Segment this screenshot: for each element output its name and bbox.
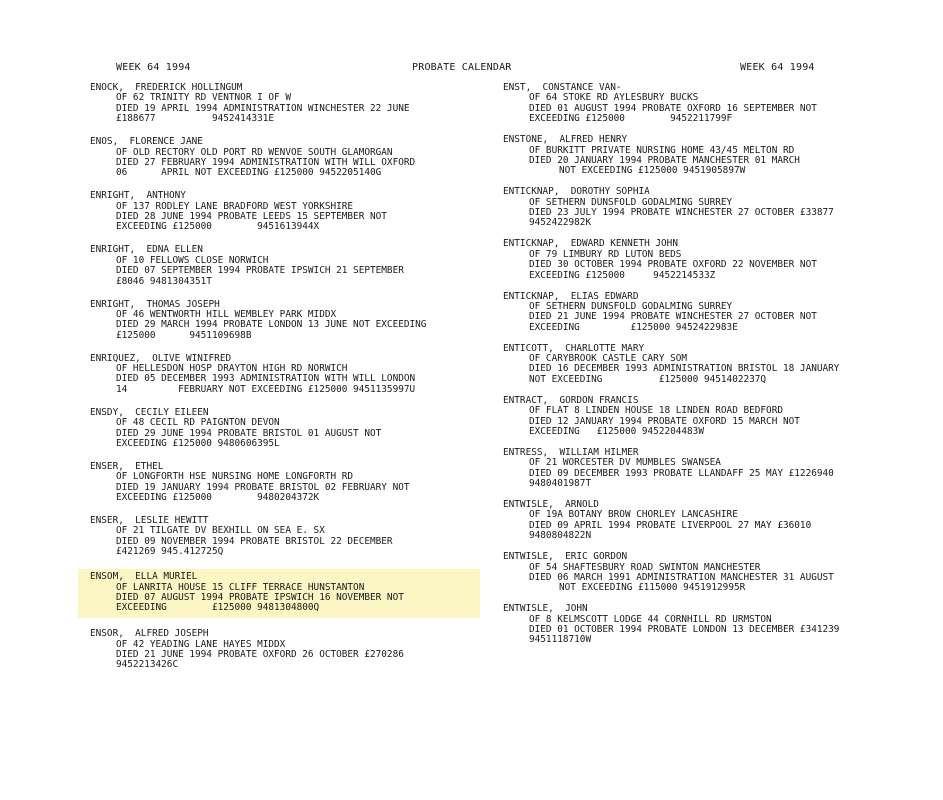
entry-name: ENTICKNAP, EDWARD KENNETH JOHN: [503, 238, 678, 250]
entry-name: ENTWISLE, JOHN: [503, 603, 588, 615]
entry-line: DIED 12 JANUARY 1994 PROBATE OXFORD 15 MARCH NOT: [529, 415, 800, 427]
entry-line: 9480401987T: [529, 478, 592, 490]
entry-line: OF OLD RECTORY OLD PORT RD WENVOE SOUTH GLAMORGAN: [116, 146, 393, 158]
entry-line: OF 64 STOKE RD AYLESBURY BUCKS: [529, 92, 699, 104]
entry-line: 9452422982K: [529, 217, 592, 229]
calendar-entry: [503, 134, 883, 178]
calendar-entry: [503, 82, 883, 126]
entry-line: OF 42 YEADING LANE HAYES MIDDX: [116, 638, 286, 650]
entry-line: OF 21 TILGATE DV BEXHILL ON SEA E. SX: [116, 525, 325, 537]
entry-line: DIED 07 SEPTEMBER 1994 PROBATE IPSWICH 21 SEPTEMBER: [116, 265, 404, 277]
entry-line: OF SETHERN DUNSFOLD GODALMING SURREY: [529, 300, 733, 312]
entry-line: DIED 30 OCTOBER 1994 PROBATE OXFORD 22 NOVEMBER NOT: [529, 259, 817, 271]
entry-line: 14 FEBRUARY NOT EXCEEDING £125000 9451135997U: [116, 383, 416, 395]
entry-line: DIED 07 AUGUST 1994 PROBATE IPSWICH 16 NOVEMBER NOT: [116, 591, 404, 603]
entry-line: OF CARYBROOK CASTLE CARY SOM: [529, 353, 688, 365]
highlighted-entry: [78, 569, 480, 618]
page-title: PROBATE CALENDAR: [412, 62, 512, 73]
week-label-right: WEEK 64 1994: [740, 62, 815, 73]
calendar-entry: [503, 238, 883, 282]
entry-line: NOT EXCEEDING £125000 9451402237Q: [529, 373, 767, 385]
entry-line: NOT EXCEEDING £115000 9451912995R: [559, 582, 746, 594]
entry-line: DIED 29 MARCH 1994 PROBATE LONDON 13 JUNE NOT EXCEEDING: [116, 319, 427, 331]
calendar-entry: [503, 343, 883, 387]
entry-line: 9480804822N: [529, 530, 592, 542]
entry-name: ENRIGHT, ANTHONY: [90, 190, 186, 202]
entry-line: EXCEEDING £125000 9452204483W: [529, 425, 704, 437]
entry-line: £188677 9452414331E: [116, 113, 275, 125]
entry-name: ENTWISLE, ERIC GORDON: [503, 551, 628, 563]
entry-line: OF 54 SHAFTESBURY ROAD SWINTON MANCHESTER: [529, 561, 761, 573]
entry-line: DIED 19 APRIL 1994 ADMINISTRATION WINCHESTER 22 JUNE: [116, 102, 410, 114]
entry-line: DIED 21 JUNE 1994 PROBATE OXFORD 26 OCTOBER £270286: [116, 649, 404, 661]
entry-line: EXCEEDING £125000 9480204372K: [116, 492, 320, 504]
calendar-entry: [503, 499, 883, 543]
entry-line: £125000 9451109698B: [116, 329, 252, 341]
entry-line: 9451118710W: [529, 634, 592, 646]
calendar-entry: [90, 244, 470, 288]
entry-line: 9452213426C: [116, 659, 179, 671]
entry-line: DIED 01 OCTOBER 1994 PROBATE LONDON 13 DECEMBER £341239: [529, 624, 840, 636]
entry-line: OF 62 TRINITY RD VENTNOR I OF W: [116, 92, 291, 104]
entry-name: ENOCK, FREDERICK HOLLINGUM: [90, 82, 243, 93]
entry-line: DIED 20 JANUARY 1994 PROBATE MANCHESTER 01 MARCH: [529, 154, 800, 166]
entry-line: DIED 29 JUNE 1994 PROBATE BRISTOL 01 AUGUST NOT: [116, 427, 382, 439]
entry-line: £8046 9481304351T: [116, 275, 212, 287]
entry-line: DIED 21 JUNE 1994 PROBATE WINCHESTER 27 OCTOBER NOT: [529, 311, 817, 323]
calendar-entry: [90, 190, 470, 234]
entry-line: DIED 23 JULY 1994 PROBATE WINCHESTER 27 OCTOBER £33877: [529, 207, 834, 219]
left-column: [90, 82, 470, 682]
entry-line: DIED 28 JUNE 1994 PROBATE LEEDS 15 SEPTEMBER NOT: [116, 211, 387, 223]
right-column: [503, 82, 883, 655]
entry-name: ENSER, ETHEL: [90, 460, 164, 472]
entry-name: ENTRESS, WILLIAM HILMER: [503, 446, 639, 458]
entry-name: ENSOR, ALFRED JOSEPH: [90, 628, 209, 640]
entry-name: ENSER, LESLIE HEWITT: [90, 515, 209, 526]
entry-name: ENST, CONSTANCE VAN-: [503, 82, 622, 93]
calendar-entry: [90, 82, 470, 126]
entry-line: EXCEEDING £125000 9451613944X: [116, 221, 320, 233]
entry-name: ENRIQUEZ, OLIVE WINIFRED: [90, 352, 232, 364]
entry-line: DIED 16 DECEMBER 1993 ADMINISTRATION BRISTOL 18 JANUARY: [529, 363, 840, 375]
entry-line: DIED 01 AUGUST 1994 PROBATE OXFORD 16 SEPTEMBER NOT: [529, 102, 817, 114]
entry-name: ENSDY, CECILY EILEEN: [90, 406, 209, 418]
entry-line: 06 APRIL NOT EXCEEDING £125000 9452205140G: [116, 167, 382, 179]
entry-line: OF HELLESDON HOSP DRAYTON HIGH RD NORWICH: [116, 363, 348, 375]
entry-line: EXCEEDING £125000 9452214533Z: [529, 269, 716, 281]
calendar-entry: [90, 628, 470, 672]
entry-line: DIED 09 DECEMBER 1993 PROBATE LLANDAFF 25 MAY £1226940: [529, 467, 834, 479]
entry-name: ENTICOTT, CHARLOTTE MARY: [503, 342, 645, 354]
entry-line: OF FLAT 8 LINDEN HOUSE 18 LINDEN ROAD BEDFORD: [529, 405, 783, 417]
calendar-entry: [90, 461, 470, 505]
entry-line: OF 19A BOTANY BROW CHORLEY LANCASHIRE: [529, 509, 738, 521]
entry-line: OF 48 CECIL RD PAIGNTON DEVON: [116, 417, 280, 429]
entry-name: ENTRACT, GORDON FRANCIS: [503, 394, 639, 406]
entry-line: OF LONGFORTH HSE NURSING HOME LONGFORTH RD: [116, 471, 354, 483]
entry-line: EXCEEDING £125000 9452422983E: [529, 321, 738, 333]
entry-line: EXCEEDING £125000 9480606395L: [116, 437, 280, 449]
entry-line: NOT EXCEEDING £125000 9451905897W: [559, 165, 746, 177]
calendar-entry: [503, 447, 883, 491]
entry-line: DIED 09 NOVEMBER 1994 PROBATE BRISTOL 22 DECEMBER: [116, 535, 393, 547]
entry-line: OF 10 FELLOWS CLOSE NORWICH: [116, 254, 269, 266]
entry-line: OF 79 LIMBURY RD LUTON BEDS: [529, 248, 682, 260]
week-label-left: WEEK 64 1994: [116, 62, 191, 73]
entry-name: ENTICKNAP, ELIAS EDWARD: [503, 290, 639, 302]
calendar-entry: [90, 353, 470, 397]
calendar-entry: [503, 603, 883, 647]
entry-line: DIED 09 APRIL 1994 PROBATE LIVERPOOL 27 MAY £36010: [529, 519, 812, 531]
calendar-entry: [90, 299, 470, 343]
entry-line: OF SETHERN DUNSFOLD GODALMING SURREY: [529, 196, 733, 208]
entry-line: DIED 27 FEBRUARY 1994 ADMINISTRATION WITH WILL OXFORD: [116, 156, 416, 168]
entry-name: ENTICKNAP, DOROTHY SOPHIA: [503, 186, 650, 198]
calendar-entry: [503, 395, 883, 439]
calendar-entry: [503, 551, 883, 595]
entry-line: OF 137 RODLEY LANE BRADFORD WEST YORKSHIRE: [116, 200, 354, 212]
calendar-entry: [90, 515, 470, 559]
entry-line: DIED 06 MARCH 1991 ADMINISTRATION MANCHESTER 31 AUGUST: [529, 571, 834, 583]
entry-line: DIED 05 DECEMBER 1993 ADMINISTRATION WITH WILL LONDON: [116, 373, 416, 385]
entry-name: ENRIGHT, EDNA ELLEN: [90, 244, 203, 256]
entry-line: OF LANRITA HOUSE 15 CLIFF TERRACE HUNSTANTON: [116, 581, 365, 593]
entry-name: ENRIGHT, THOMAS JOSEPH: [90, 298, 220, 310]
entry-name: ENTWISLE, ARNOLD: [503, 499, 599, 510]
calendar-entry: [90, 407, 470, 451]
calendar-entry: [503, 291, 883, 335]
calendar-entry: [503, 186, 883, 230]
entry-line: £421269 945.412725Q: [116, 546, 224, 558]
entry-name: ENSOM, ELLA MURIEL: [90, 571, 198, 583]
entry-line: OF 46 WENTWORTH HILL WEMBLEY PARK MIDDX: [116, 308, 337, 320]
entry-name: ENSTONE, ALFRED HENRY: [503, 134, 628, 146]
calendar-entry: [90, 136, 470, 180]
entry-line: OF BURKITT PRIVATE NURSING HOME 43/45 MELTON RD: [529, 144, 795, 156]
entry-line: OF 21 WORCESTER DV MUMBLES SWANSEA: [529, 457, 721, 469]
entry-line: EXCEEDING £125000 9452211799F: [529, 113, 733, 125]
entry-line: OF 8 KELMSCOTT LODGE 44 CORNHILL RD URMSTON: [529, 613, 772, 625]
entry-line: DIED 19 JANUARY 1994 PROBATE BRISTOL 02 FEBRUARY NOT: [116, 481, 410, 493]
entry-line: EXCEEDING £125000 9481304800Q: [116, 602, 320, 614]
entry-name: ENOS, FLORENCE JANE: [90, 136, 203, 148]
